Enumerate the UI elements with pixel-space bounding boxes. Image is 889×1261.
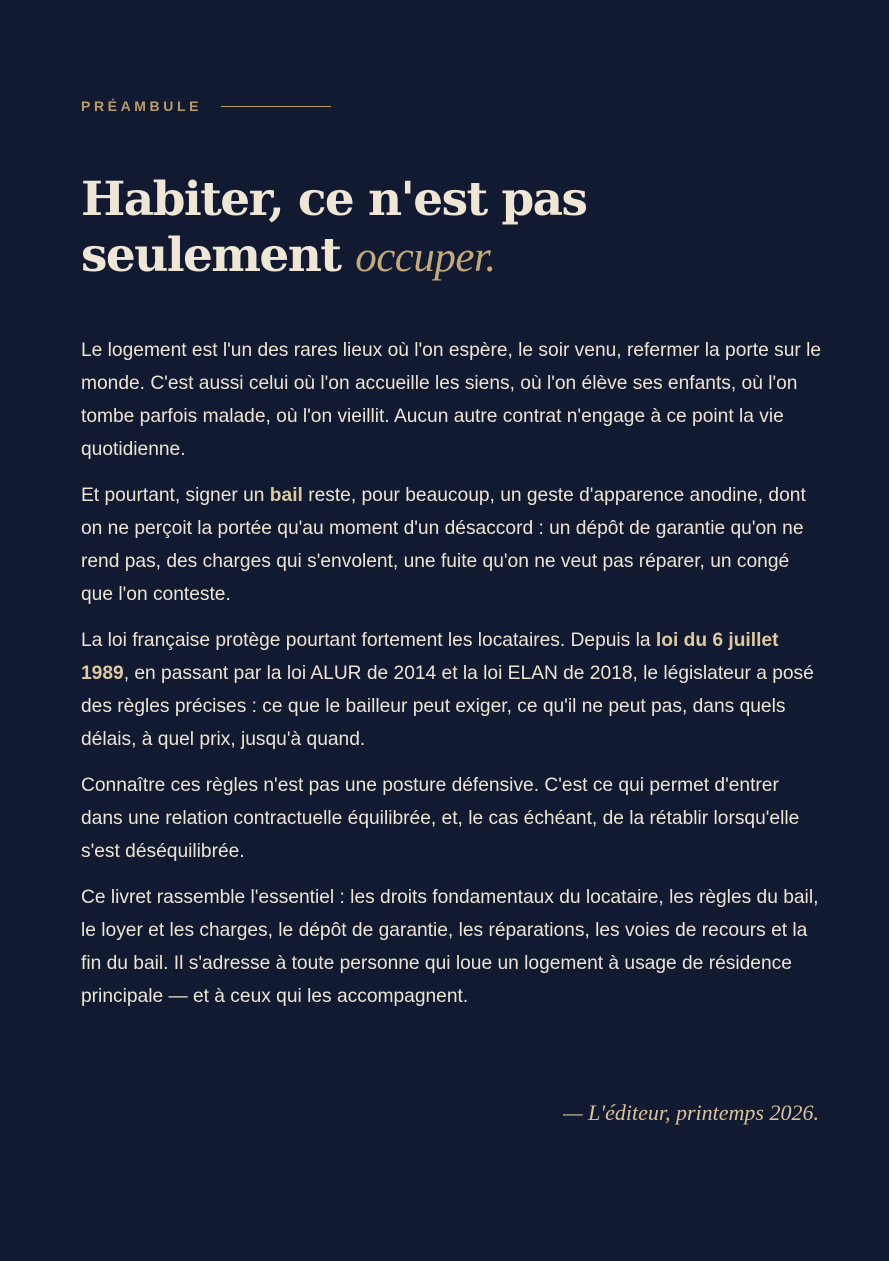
- title-line-1: Habiter, ce n'est pas: [81, 172, 587, 227]
- page-title: [81, 172, 641, 286]
- editor-signature: — L'éditeur, printemps 2026.: [563, 1100, 819, 1125]
- title-accent: occuper.: [355, 234, 496, 281]
- paragraph-2: [81, 479, 825, 611]
- title-line-2: seulement: [81, 228, 341, 283]
- paragraph-2-text-end: reste, pour beaucoup, un geste d'apparence anodine, dont on ne perçoit la portée qu'au moment d'un désaccord : un dépôt de garantie qu'on ne rend pas, des charges qui s'envolent, une fuite qu'on ne veut pas réparer, un congé que l'on conteste.: [81, 485, 806, 605]
- paragraph-4: Connaître ces règles n'est pas une posture défensive. C'est ce qui permet d'entrer dans une relation contractuelle équilibrée, et, le cas échéant, de la rétablir lorsqu'elle s'est déséquilibrée.: [81, 775, 800, 862]
- term-loi-1989: loi du 6 juillet 1989: [81, 630, 779, 684]
- paragraph-3-text-start: La loi française protège pourtant fortement les locataires. Depuis la: [81, 630, 656, 651]
- preamble-body: [81, 334, 825, 1026]
- section-eyebrow: [81, 98, 331, 114]
- eyebrow-label: PRÉAMBULE: [81, 98, 203, 114]
- paragraph-3-text-end: , en passant par la loi ALUR de 2014 et la loi ELAN de 2018, le législateur a posé des règles précises : ce que le bailleur peut exiger, ce qu'il ne peut pas, dans quels délais, à quel prix, jusqu'à quand.: [81, 663, 814, 750]
- paragraph-2-text-start: Et pourtant, signer un: [81, 485, 270, 506]
- paragraph-3: [81, 624, 825, 756]
- paragraph-5: Ce livret rassemble l'essentiel : les droits fondamentaux du locataire, les règles du bail, le loyer et les charges, le dépôt de garantie, les réparations, les voies de recours et la fin du bail. Il s'adresse à toute personne qui loue un logement à usage de résidence principale — et à ceux qui les accompagnent.: [81, 887, 819, 1007]
- paragraph-1: Le logement est l'un des rares lieux où l'on espère, le soir venu, refermer la porte sur le monde. C'est aussi celui où l'on accueille les siens, où l'on élève ses enfants, où l'on tombe parfois malade, où l'on vieillit. Aucun autre contrat n'engage à ce point la vie quotidienne.: [81, 340, 822, 460]
- eyebrow-divider: [221, 106, 331, 107]
- term-bail: bail: [269, 485, 303, 506]
